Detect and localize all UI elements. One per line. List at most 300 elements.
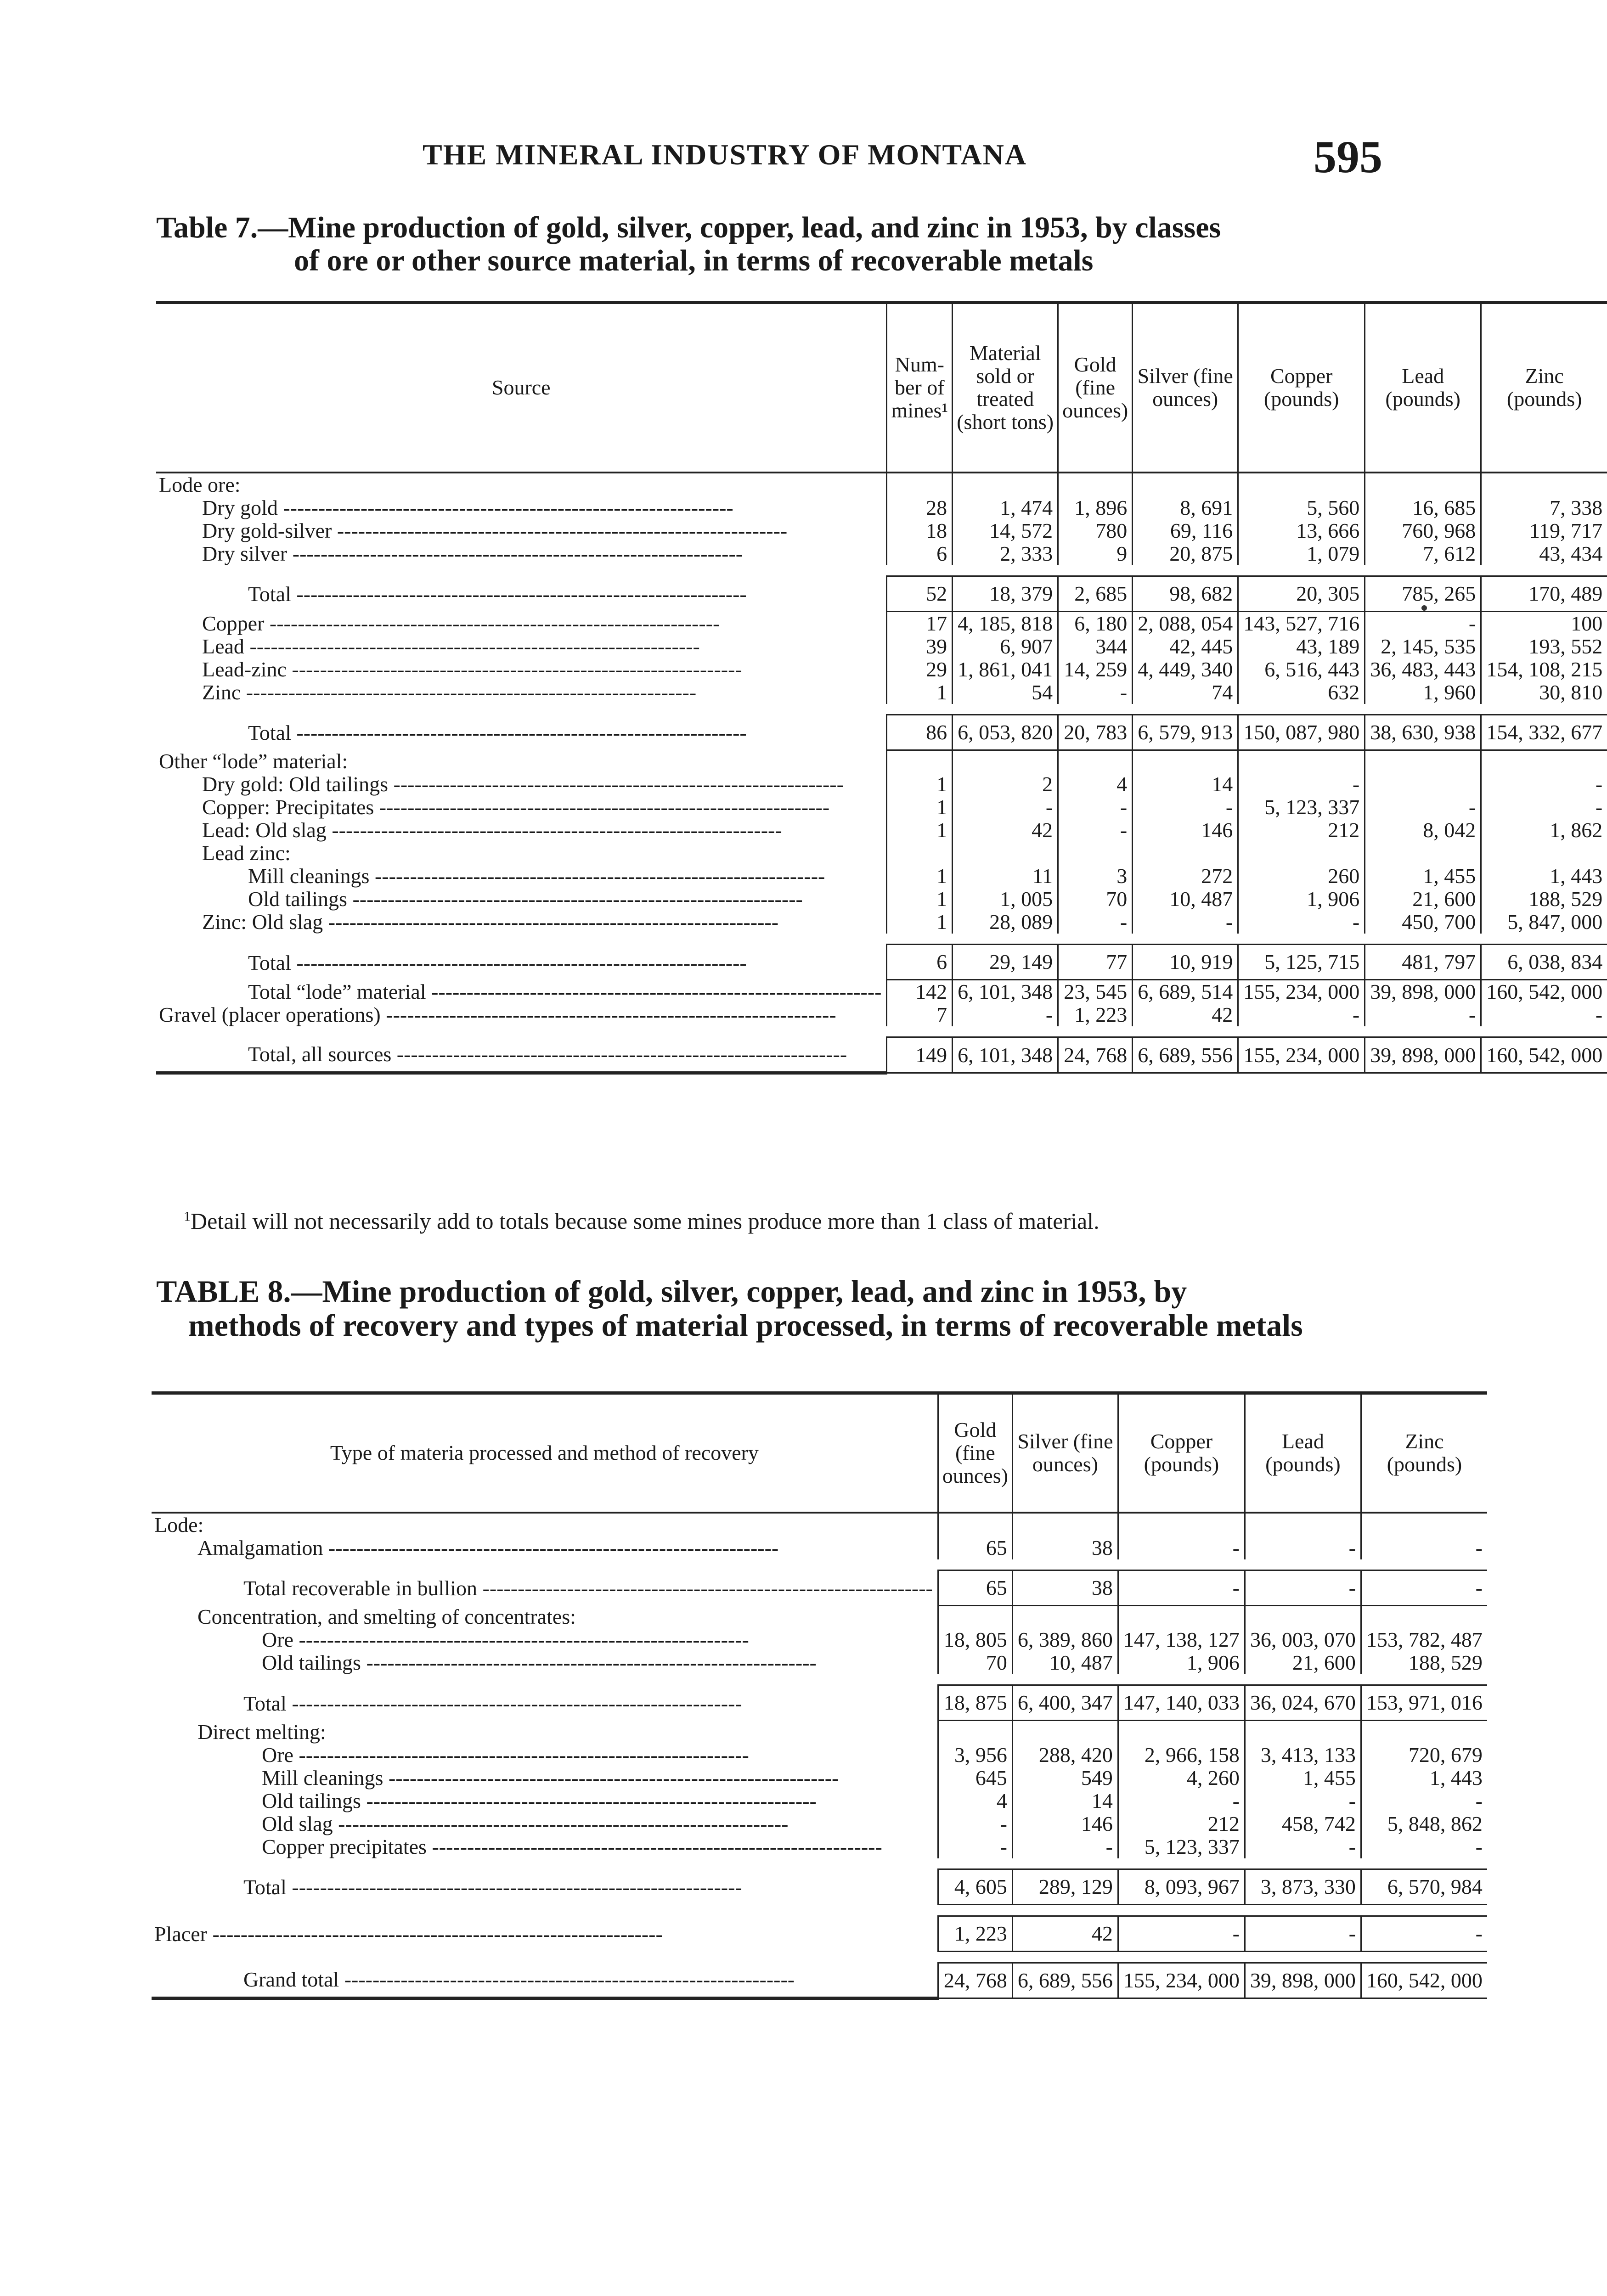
table-cell: 65 — [938, 1536, 1012, 1559]
table-cell: - — [1238, 911, 1365, 934]
table7-col-header: Zinc (pounds) — [1481, 303, 1607, 473]
table8-body — [152, 1513, 1487, 1998]
table-row — [156, 1003, 1607, 1026]
table-cell: - — [938, 1835, 1012, 1858]
table-cell: 3, 956 — [938, 1744, 1012, 1767]
table-row — [156, 635, 1607, 658]
table-cell: 10, 919 — [1133, 945, 1238, 980]
table-row — [156, 888, 1607, 911]
row-label-text: Old tailings ----- — [262, 1651, 933, 1674]
row-label — [156, 819, 887, 842]
table-cell: - — [1481, 796, 1607, 819]
table-cell: 14, 572 — [953, 519, 1058, 542]
table-cell: 16, 685 — [1365, 496, 1481, 519]
table-cell: 154, 332, 677 — [1481, 715, 1607, 750]
table-cell: - — [1118, 1570, 1245, 1605]
row-label — [152, 1721, 938, 1744]
table-cell: 8, 093, 967 — [1118, 1869, 1245, 1904]
table-cell: 18, 805 — [938, 1628, 1012, 1651]
table-cell: 1 — [887, 911, 953, 934]
row-label — [156, 911, 887, 934]
table-cell — [1365, 773, 1481, 796]
table-row — [152, 1812, 1487, 1835]
table-cell: 14, 259 — [1058, 658, 1133, 681]
table-cell: 77 — [1058, 945, 1133, 980]
table-cell: 5, 125, 715 — [1238, 945, 1365, 980]
table-cell: 632 — [1238, 681, 1365, 704]
table-cell: 344 — [1058, 635, 1133, 658]
table-cell: 5, 560 — [1238, 496, 1365, 519]
table-cell: - — [1012, 1835, 1118, 1858]
stray-dot — [1421, 605, 1427, 611]
table8-header-row — [152, 1393, 1487, 1513]
row-label-text: Lead-zinc ----- — [202, 658, 881, 681]
table-cell: 18, 379 — [953, 576, 1058, 611]
row-label-text: Gravel (placer operations) ----- — [159, 1003, 881, 1026]
table-cell: - — [1361, 1570, 1487, 1605]
row-label — [156, 473, 887, 496]
table-cell: - — [1058, 681, 1133, 704]
table-row — [156, 658, 1607, 681]
table-row — [152, 1835, 1487, 1858]
table-cell: 4 — [938, 1790, 1012, 1812]
row-label — [156, 611, 887, 635]
table-cell: 147, 138, 127 — [1118, 1628, 1245, 1651]
row-label-text: Old slag ----- — [262, 1812, 933, 1835]
table-cell: 20, 305 — [1238, 576, 1365, 611]
table8-caption — [156, 1274, 1373, 1342]
table-cell: 1, 862 — [1481, 819, 1607, 842]
table-cell: 1, 079 — [1238, 542, 1365, 565]
row-label-text: Total ----- — [248, 583, 881, 606]
table-cell — [887, 750, 953, 773]
table7-body — [156, 473, 1607, 1073]
row-label-text: Concentration, and smelting of concentrates: — [197, 1605, 576, 1628]
table7-col-header: Copper (pounds) — [1238, 303, 1365, 473]
table-cell: - — [1245, 1916, 1361, 1951]
table-cell: - — [1481, 773, 1607, 796]
table-cell: 42 — [953, 819, 1058, 842]
row-label — [156, 1003, 887, 1026]
table-cell: 4, 605 — [938, 1869, 1012, 1904]
table-cell — [1012, 1513, 1118, 1536]
total-row — [156, 576, 1607, 611]
table-cell: 1, 906 — [1238, 888, 1365, 911]
table-cell — [1361, 1513, 1487, 1536]
table-cell: 20, 783 — [1058, 715, 1133, 750]
table-cell: 212 — [1238, 819, 1365, 842]
table-cell: - — [1133, 911, 1238, 934]
table-cell: 160, 542, 000 — [1481, 980, 1607, 1004]
table-cell: 1 — [887, 888, 953, 911]
row-label-text: Direct melting: — [197, 1720, 326, 1744]
table-row — [156, 842, 1607, 865]
table-cell: 160, 542, 000 — [1361, 1963, 1487, 1998]
table-row — [156, 819, 1607, 842]
table-cell: 1, 455 — [1245, 1767, 1361, 1790]
row-label-text: Dry gold-silver ----- — [202, 519, 881, 542]
table-cell — [1238, 473, 1365, 496]
table-cell: 6 — [887, 542, 953, 565]
table-cell: 9 — [1058, 542, 1133, 565]
table-cell: 70 — [1058, 888, 1133, 911]
table-cell: 260 — [1238, 865, 1365, 888]
table-cell: 30, 810 — [1481, 681, 1607, 704]
table-cell: 193, 552 — [1481, 635, 1607, 658]
table-cell: 29, 149 — [953, 945, 1058, 980]
table-row — [152, 1513, 1487, 1536]
table-cell: 7 — [887, 1003, 953, 1026]
table-cell: 13, 666 — [1238, 519, 1365, 542]
table-cell: 36, 024, 670 — [1245, 1685, 1361, 1721]
table-cell: 1 — [887, 773, 953, 796]
table-cell: - — [1481, 1003, 1607, 1026]
table-cell: 6 — [887, 945, 953, 980]
table-cell — [887, 473, 953, 496]
total-row — [156, 715, 1607, 750]
table-row — [156, 750, 1607, 773]
table-cell: 5, 123, 337 — [1118, 1835, 1245, 1858]
table-cell: 1, 223 — [938, 1916, 1012, 1951]
row-label — [156, 888, 887, 911]
table-row — [156, 681, 1607, 704]
table-cell: 29 — [887, 658, 953, 681]
table-cell: 155, 234, 000 — [1238, 980, 1365, 1004]
spacer-row — [156, 1026, 1607, 1037]
row-label — [156, 715, 887, 750]
table-cell — [1361, 1721, 1487, 1744]
table-cell — [1133, 842, 1238, 865]
table-cell: 1, 455 — [1365, 865, 1481, 888]
table-cell: 212 — [1118, 1812, 1245, 1835]
table-row — [152, 1767, 1487, 1790]
table-cell — [938, 1721, 1012, 1744]
row-label-text: Copper precipitates ----- — [262, 1835, 933, 1858]
table-cell — [1058, 750, 1133, 773]
table-cell — [1365, 473, 1481, 496]
table-cell: 14 — [1133, 773, 1238, 796]
row-label — [152, 1790, 938, 1812]
spacer-row — [152, 1904, 1487, 1916]
table-cell: 69, 116 — [1133, 519, 1238, 542]
table-cell: 14 — [1012, 1790, 1118, 1812]
table-cell: 6, 689, 556 — [1133, 1037, 1238, 1073]
table-cell: 780 — [1058, 519, 1133, 542]
table-cell: 1, 223 — [1058, 1003, 1133, 1026]
table-cell: - — [1365, 796, 1481, 819]
table-cell: 2, 966, 158 — [1118, 1744, 1245, 1767]
table8-col-header: Zinc (pounds) — [1361, 1393, 1487, 1513]
table-cell: 2, 333 — [953, 542, 1058, 565]
table-cell: 188, 529 — [1481, 888, 1607, 911]
table7-caption-line1: Table 7.—Mine production of gold, silver, copper, lead, and zinc in 1953, by classes — [156, 211, 1221, 244]
row-label-text: Copper: Precipitates ----- — [202, 796, 881, 819]
row-label — [156, 842, 887, 865]
table-cell: - — [1361, 1536, 1487, 1559]
row-label — [156, 796, 887, 819]
table-row — [152, 1605, 1487, 1628]
row-label — [152, 1536, 938, 1559]
table-cell: - — [1118, 1790, 1245, 1812]
table-cell: - — [1238, 1003, 1365, 1026]
table-cell: 38, 630, 938 — [1365, 715, 1481, 750]
table-cell: 42 — [1133, 1003, 1238, 1026]
table-cell — [1481, 842, 1607, 865]
table7-footnote — [184, 1208, 1100, 1234]
table-cell: 38 — [1012, 1536, 1118, 1559]
row-label-text: Total ----- — [248, 951, 881, 974]
table-cell — [1118, 1721, 1245, 1744]
table-cell: 188, 529 — [1361, 1651, 1487, 1674]
table-cell: 38 — [1012, 1570, 1118, 1605]
table-cell — [1245, 1605, 1361, 1628]
table-cell — [1133, 473, 1238, 496]
row-label-text: Total ----- — [243, 1692, 933, 1715]
row-label-text: Total, all sources ----- — [248, 1043, 881, 1066]
row-label — [156, 519, 887, 542]
row-label-text: Lode: — [154, 1513, 204, 1536]
table7-col-header: Source — [491, 376, 551, 400]
total-row — [156, 945, 1607, 980]
table-cell — [887, 842, 953, 865]
table-cell: 6, 101, 348 — [953, 1037, 1058, 1073]
table-cell — [953, 842, 1058, 865]
table-cell: 5, 847, 000 — [1481, 911, 1607, 934]
page-number: 595 — [1314, 131, 1382, 182]
row-label-text: Dry silver ----- — [202, 542, 881, 565]
table-cell: 4, 185, 818 — [953, 611, 1058, 635]
table-cell: 43, 189 — [1238, 635, 1365, 658]
table-cell: 17 — [887, 611, 953, 635]
table-cell: 645 — [938, 1767, 1012, 1790]
table-cell: - — [953, 796, 1058, 819]
table-cell: 2, 088, 054 — [1133, 611, 1238, 635]
footnote-mark: 1 — [184, 1209, 191, 1224]
row-label — [152, 1628, 938, 1651]
spacer-row — [152, 1858, 1487, 1869]
table-cell: 170, 489 — [1481, 576, 1607, 611]
table-cell: 6, 516, 443 — [1238, 658, 1365, 681]
table-cell: 1, 443 — [1481, 865, 1607, 888]
table-cell: 86 — [887, 715, 953, 750]
total-row — [152, 1963, 1487, 1998]
table-cell: 1, 896 — [1058, 496, 1133, 519]
table-cell: - — [1245, 1835, 1361, 1858]
table-cell: 36, 483, 443 — [1365, 658, 1481, 681]
row-label — [156, 635, 887, 658]
table-cell — [1133, 750, 1238, 773]
running-head — [0, 133, 1570, 184]
table-cell: 7, 338 — [1481, 496, 1607, 519]
table-cell: 65 — [938, 1570, 1012, 1605]
table-cell: - — [1118, 1536, 1245, 1559]
table-cell: 147, 140, 033 — [1118, 1685, 1245, 1721]
row-label — [156, 865, 887, 888]
table-cell: 153, 782, 487 — [1361, 1628, 1487, 1651]
table-cell: - — [1245, 1570, 1361, 1605]
row-label-text: Grand total ----- — [243, 1968, 933, 1991]
table-cell — [1012, 1605, 1118, 1628]
table-cell: - — [1133, 796, 1238, 819]
table-cell: - — [1245, 1536, 1361, 1559]
table-cell: 4 — [1058, 773, 1133, 796]
table-cell: 28, 089 — [953, 911, 1058, 934]
table-cell: 155, 234, 000 — [1118, 1963, 1245, 1998]
table-row — [156, 865, 1607, 888]
table-cell: 760, 968 — [1365, 519, 1481, 542]
table-row — [156, 542, 1607, 565]
table-cell: 2 — [953, 773, 1058, 796]
table-cell: 720, 679 — [1361, 1744, 1487, 1767]
table-cell: 23, 545 — [1058, 980, 1133, 1004]
running-title: THE MINERAL INDUSTRY OF MONTANA — [423, 138, 1027, 171]
table-cell: 6, 689, 514 — [1133, 980, 1238, 1004]
table-cell: 143, 527, 716 — [1238, 611, 1365, 635]
table7-col-header: Material sold or treated (short tons) — [953, 303, 1058, 473]
spacer-row — [152, 1674, 1487, 1685]
row-label — [152, 1513, 938, 1536]
table8-col-header: Gold (fine ounces) — [938, 1393, 1012, 1513]
row-label — [152, 1835, 938, 1858]
table-cell: - — [1361, 1916, 1487, 1951]
table-cell: 6, 689, 556 — [1012, 1963, 1118, 1998]
table-cell: 6, 101, 348 — [953, 980, 1058, 1004]
table-cell: 1, 474 — [953, 496, 1058, 519]
table8-caption-rest: methods of recovery and types of material processed, in terms of recoverable metals — [188, 1308, 1303, 1343]
row-label-text: Lode ore: — [159, 473, 241, 496]
table-cell: 21, 600 — [1365, 888, 1481, 911]
table8-col-header: Silver (fine ounces) — [1012, 1393, 1118, 1513]
table-cell: - — [1058, 911, 1133, 934]
table-row — [156, 796, 1607, 819]
table-cell: 39 — [887, 635, 953, 658]
table-cell: 6, 180 — [1058, 611, 1133, 635]
table-cell: 6, 053, 820 — [953, 715, 1058, 750]
table-cell: 1 — [887, 819, 953, 842]
total-row — [152, 1869, 1487, 1904]
spacer-row — [152, 1951, 1487, 1963]
table-cell: 18 — [887, 519, 953, 542]
table8-caption-first: TABLE 8.—Mine production of gold, silver, copper, lead, and zinc in 1953, by — [156, 1274, 1187, 1309]
table-cell: 450, 700 — [1365, 911, 1481, 934]
table-cell: 481, 797 — [1365, 945, 1481, 980]
spacer-row — [152, 1559, 1487, 1570]
row-label — [152, 1767, 938, 1790]
table-row — [156, 473, 1607, 496]
table-cell — [1058, 473, 1133, 496]
table-row — [152, 1744, 1487, 1767]
table7-col-header: Num-ber of mines¹ — [887, 303, 953, 473]
row-label — [156, 945, 887, 980]
table-cell — [938, 1605, 1012, 1628]
row-label — [156, 576, 887, 611]
table-row — [156, 496, 1607, 519]
footnote-text: Detail will not necessarily add to totals because some mines produce more than 1 class of material. — [191, 1208, 1100, 1234]
table-cell: 42 — [1012, 1916, 1118, 1951]
table-cell — [953, 750, 1058, 773]
row-label — [152, 1570, 938, 1605]
table-cell: 10, 487 — [1012, 1651, 1118, 1674]
row-label-text: Copper ----- — [202, 612, 881, 635]
table-cell: 288, 420 — [1012, 1744, 1118, 1767]
table-cell: 1 — [887, 865, 953, 888]
table-cell: 289, 129 — [1012, 1869, 1118, 1904]
row-label-text: Old tailings ----- — [248, 888, 881, 911]
spacer-row — [156, 704, 1607, 715]
table-cell: 18, 875 — [938, 1685, 1012, 1721]
table-cell: 119, 717 — [1481, 519, 1607, 542]
table-cell: 24, 768 — [1058, 1037, 1133, 1073]
table7-col-header: Lead (pounds) — [1365, 303, 1481, 473]
table-cell: 153, 971, 016 — [1361, 1685, 1487, 1721]
table-row — [156, 773, 1607, 796]
total-row — [152, 1570, 1487, 1605]
table8-col-header: Copper (pounds) — [1118, 1393, 1245, 1513]
table-cell: - — [1118, 1916, 1245, 1951]
table-cell: - — [1361, 1790, 1487, 1812]
row-label-text: Placer ----- — [154, 1923, 933, 1946]
table-cell: 7, 612 — [1365, 542, 1481, 565]
table-cell: - — [1058, 819, 1133, 842]
table8 — [152, 1391, 1487, 2000]
total-row — [152, 1685, 1487, 1721]
row-label-text: Zinc ----- — [202, 681, 881, 704]
table8-col-header: Lead (pounds) — [1245, 1393, 1361, 1513]
table-cell — [1481, 473, 1607, 496]
table-row — [152, 1628, 1487, 1651]
table-row — [156, 911, 1607, 934]
table-cell: 6, 579, 913 — [1133, 715, 1238, 750]
row-label-text: Total ----- — [243, 1876, 933, 1899]
table-cell: 150, 087, 980 — [1238, 715, 1365, 750]
row-label-text: Dry gold ----- — [202, 496, 881, 519]
table-cell: 1, 861, 041 — [953, 658, 1058, 681]
row-label — [156, 1037, 887, 1073]
table-cell — [1365, 842, 1481, 865]
row-label-text: Zinc: Old slag ----- — [202, 911, 881, 934]
table-cell — [938, 1513, 1012, 1536]
row-label-text: Mill cleanings ----- — [262, 1767, 933, 1790]
table-row — [152, 1721, 1487, 1744]
table-row — [156, 519, 1607, 542]
table8-col-header: Type of materia processed and method of recovery — [330, 1441, 759, 1465]
table-cell: 458, 742 — [1245, 1812, 1361, 1835]
row-label-text: Old tailings ----- — [262, 1790, 933, 1812]
table-cell: 1, 906 — [1118, 1651, 1245, 1674]
table-cell — [1012, 1721, 1118, 1744]
table-cell: 52 — [887, 576, 953, 611]
table-cell — [1118, 1605, 1245, 1628]
table-cell: 154, 108, 215 — [1481, 658, 1607, 681]
table-cell: 146 — [1133, 819, 1238, 842]
table-cell: 6, 570, 984 — [1361, 1869, 1487, 1904]
row-label-text: Mill cleanings ----- — [248, 865, 881, 888]
table7-caption — [156, 211, 1373, 277]
table-cell: 785, 265 — [1365, 576, 1481, 611]
table-row — [152, 1790, 1487, 1812]
table-cell — [1238, 842, 1365, 865]
table-cell: 70 — [938, 1651, 1012, 1674]
table7-header-row — [156, 303, 1607, 473]
table-cell: - — [1245, 1790, 1361, 1812]
table-cell: 8, 691 — [1133, 496, 1238, 519]
table-cell: 5, 123, 337 — [1238, 796, 1365, 819]
table-cell: - — [1238, 773, 1365, 796]
table-cell: 20, 875 — [1133, 542, 1238, 565]
table-cell: - — [1365, 1003, 1481, 1026]
row-label — [156, 542, 887, 565]
row-label — [156, 980, 887, 1004]
